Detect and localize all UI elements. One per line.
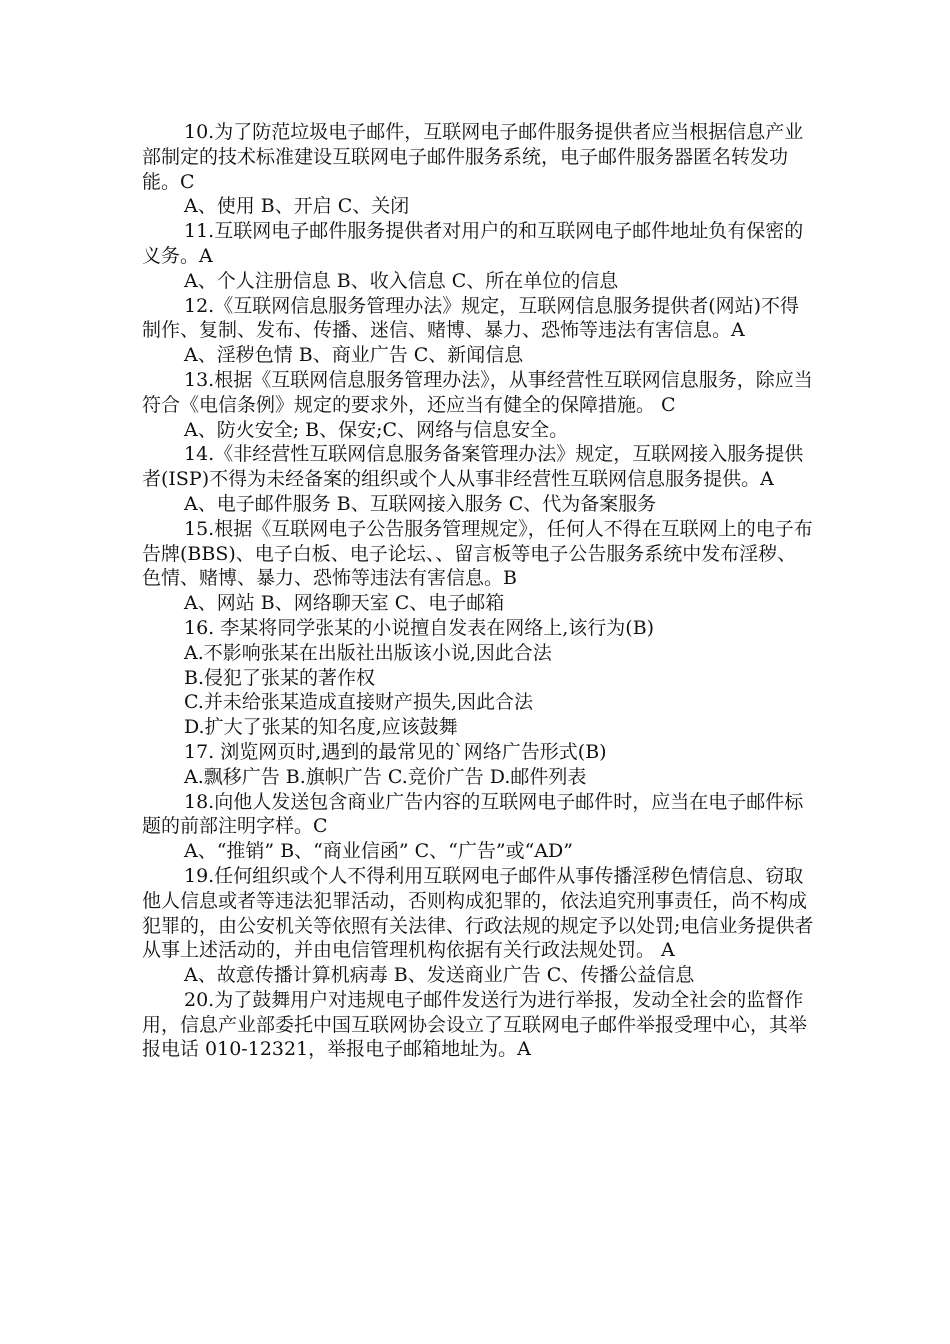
option-16-a: A.不影响张某在出版社出版该小说,因此合法: [184, 641, 552, 664]
question-19: 19.任何组织或个人不得利用互联网电子邮件从事传播淫秽色情信息、窃取他人信息或者等违法犯罪活动，否则构成犯罪的，依法追究刑事责任，尚不构成犯罪的，由公安机关等依照有关法律、行政法规的规定予以处罚;电信业务提供者从事上述活动的，并由电信管理机构依据有关行政法规处罚。 A: [142, 864, 814, 962]
options-12: A、淫秽色情 B、商业广告 C、新闻信息: [184, 344, 524, 367]
question-12: 12.《互联网信息服务管理办法》规定，互联网信息服务提供者(网站)不得制作、复制、发布、传播、迷信、赌博、暴力、恐怖等违法有害信息。A: [142, 294, 800, 342]
question-15: 15.根据《互联网电子公告服务管理规定》，任何人不得在互联网上的电子布告牌(BBS)、电子白板、电子论坛、、留言板等电子公告服务系统中发布淫秽、色情、赌博、暴力、恐怖等违法有害信息。B: [142, 517, 813, 590]
options-15: A、网站 B、网络聊天室 C、电子邮箱: [184, 592, 505, 615]
question-14: 14.《非经营性互联网信息服务备案管理办法》规定，互联网接入服务提供者(ISP)不得为未经备案的组织或个人从事非经营性互联网信息服务提供。A: [142, 443, 804, 491]
question-20: 20.为了鼓舞用户对违规电子邮件发送行为进行举报，发动全社会的监督作用，信息产业部委托中国互联网协会设立了互联网电子邮件举报受理中心，其举报电话 010-12321，举报电子邮箱地址为。A: [142, 988, 808, 1061]
options-18: A、“推销” B、“商业信函” C、“广告”或“AD”: [184, 840, 573, 863]
options-14: A、电子邮件服务 B、互联网接入服务 C、代为备案服务: [184, 492, 657, 515]
options-19: A、故意传播计算机病毒 B、发送商业广告 C、传播公益信息: [184, 964, 695, 987]
question-11: 11.互联网电子邮件服务提供者对用户的和互联网电子邮件地址负有保密的义务。A: [142, 220, 804, 267]
question-10: 10.为了防范垃圾电子邮件，互联网电子邮件服务提供者应当根据信息产业部制定的技术标准建设互联网电子邮件服务系统，电子邮件服务器匿名转发功能。C: [142, 121, 804, 193]
options-17: A.飘移广告 B.旗帜广告 C.竞价广告 D.邮件列表: [184, 765, 587, 788]
question-13: 13.根据《互联网信息服务管理办法》，从事经营性互联网信息服务，除应当符合《电信条例》规定的要求外，还应当有健全的保障措施。 C: [142, 368, 813, 416]
option-16-d: D.扩大了张某的知名度,应该鼓舞: [184, 716, 458, 739]
option-16-b: B.侵犯了张某的著作权: [184, 666, 376, 689]
option-16-c: C.并未给张某造成直接财产损失,因此合法: [184, 691, 533, 714]
options-13: A、防火安全; B、保安;C、网络与信息安全。: [184, 418, 569, 441]
options-10: A、使用 B、开启 C、关闭: [184, 195, 410, 218]
document-body: [142, 120, 814, 1062]
question-16: 16. 李某将同学张某的小说擅自发表在网络上,该行为(B): [184, 616, 655, 639]
question-17: 17. 浏览网页时,遇到的最常见的`网络广告形式(B): [184, 740, 607, 763]
question-18: 18.向他人发送包含商业广告内容的互联网电子邮件时，应当在电子邮件标题的前部注明字样。C: [142, 790, 804, 838]
options-11: A、个人注册信息 B、收入信息 C、所在单位的信息: [184, 269, 619, 292]
